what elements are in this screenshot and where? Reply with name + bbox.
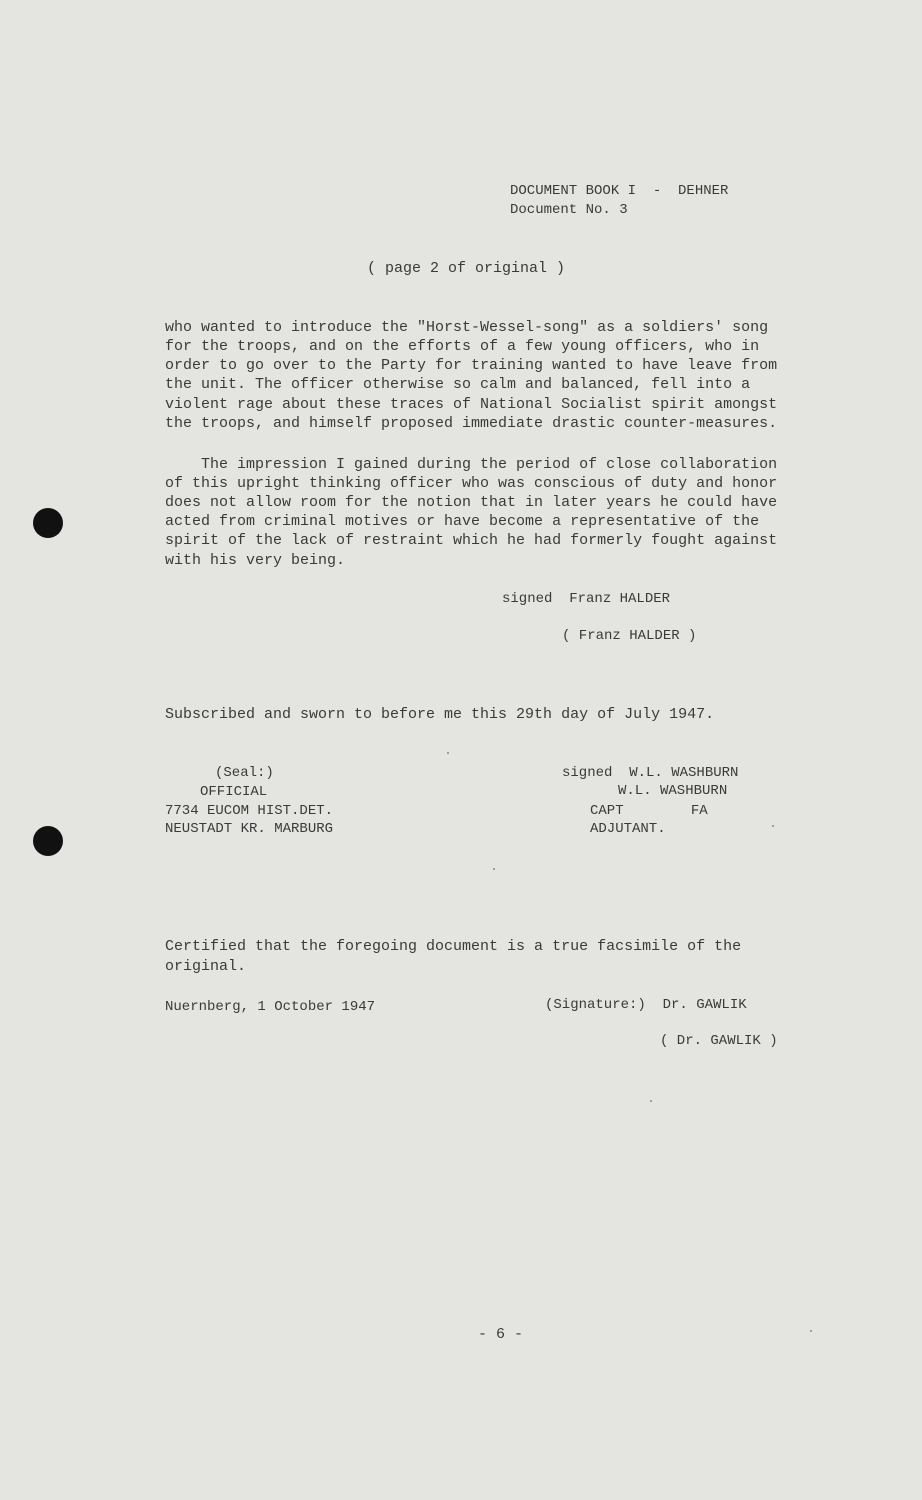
paragraph1-line: the troops, and himself proposed immediate drastic counter-measures. — [165, 415, 778, 432]
paragraph2-line: of this upright thinking officer who was conscious of duty and honor — [165, 475, 778, 492]
header-document-book: DOCUMENT BOOK I - DEHNER — [510, 183, 729, 199]
place-date: Nuernberg, 1 October 1947 — [165, 999, 376, 1015]
gawlik-name: ( Dr. GAWLIK ) — [660, 1033, 778, 1049]
paragraph2-line: with his very being. — [165, 552, 346, 569]
paragraph1-line: violent rage about these traces of National Socialist spirit amongst — [165, 396, 778, 413]
paper-speck — [493, 868, 495, 870]
paragraph1-line: who wanted to introduce the "Horst-Wessel-song" as a soldiers' song — [165, 319, 769, 336]
header-document-number: Document No. 3 — [510, 202, 628, 218]
paragraph1-line: for the troops, and on the efforts of a few young officers, who in — [165, 338, 760, 355]
washburn-title: ADJUTANT. — [590, 821, 666, 837]
paragraph2-line: spirit of the lack of restraint which he had formerly fought against — [165, 532, 778, 549]
seal-line: OFFICIAL — [200, 784, 268, 800]
paper-speck — [810, 1330, 812, 1332]
washburn-rank: CAPT FA — [590, 803, 708, 819]
sworn-statement: Subscribed and sworn to before me this 29th day of July 1947. — [165, 706, 715, 723]
paragraph2-line: The impression I gained during the period of close collaboration — [165, 456, 778, 473]
seal-label: (Seal:) — [215, 765, 274, 781]
punch-hole — [33, 826, 63, 856]
certification-line: Certified that the foregoing document is a true facsimile of the — [165, 938, 742, 955]
paragraph1-line: order to go over to the Party for training wanted to have leave from — [165, 357, 778, 374]
seal-line: NEUSTADT KR. MARBURG — [165, 821, 334, 837]
seal-line: 7734 EUCOM HIST.DET. — [165, 803, 334, 819]
paper-speck — [772, 825, 774, 827]
paragraph2-line: acted from criminal motives or have become a representative of the — [165, 513, 760, 530]
halder-name: ( Franz HALDER ) — [562, 628, 697, 644]
paragraph1-line: the unit. The officer otherwise so calm and balanced, fell into a — [165, 376, 751, 393]
paper-speck — [650, 1100, 652, 1102]
page-note: ( page 2 of original ) — [367, 260, 566, 277]
punch-hole — [33, 508, 63, 538]
paper-speck — [447, 752, 449, 754]
washburn-signed: signed W.L. WASHBURN — [562, 765, 739, 781]
page-number: - 6 - — [478, 1326, 524, 1343]
halder-signed: signed Franz HALDER — [502, 591, 671, 607]
paragraph2-line: does not allow room for the notion that in later years he could have — [165, 494, 778, 511]
gawlik-signed: (Signature:) Dr. GAWLIK — [545, 997, 747, 1013]
washburn-name: W.L. WASHBURN — [618, 783, 728, 799]
certification-line: original. — [165, 958, 247, 975]
